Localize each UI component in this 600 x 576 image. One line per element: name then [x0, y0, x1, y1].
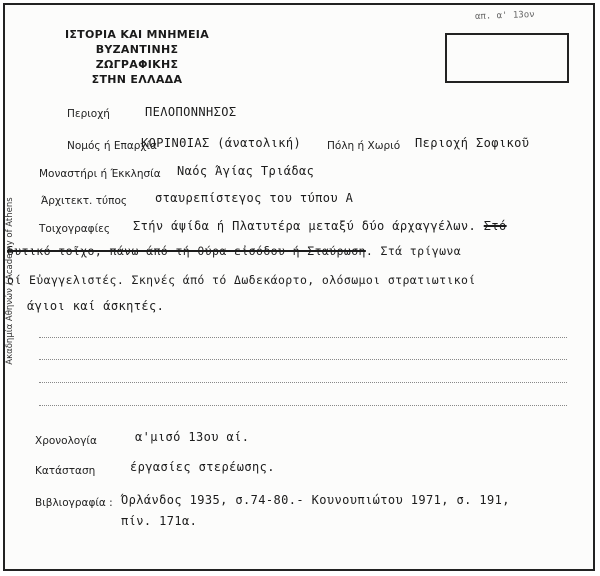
dating-value: α'μισό 13ου αί. [135, 430, 250, 444]
ruled-line [39, 359, 567, 360]
side-watermark-text: Ακαδημία Αθηνών / Academy of Athens [5, 197, 15, 365]
stamp-box [445, 33, 569, 83]
architecture-label: Άρχιτεκτ. τύπος [41, 195, 128, 207]
monastery-label: Μοναστήρι ή Έκκλησία [39, 168, 161, 180]
condition-value: έργασίες στερέωσης. [130, 460, 275, 474]
bibliography-label: Βιβλιογραφία : [35, 497, 113, 509]
frescoes-label: Τοιχογραφίες [39, 223, 110, 235]
bibliography-line-1: Όρλάνδος 1935, σ.74-80.- Κουνουπιώτου 1971, σ. 191, [121, 493, 510, 507]
header-line-1: ΙΣΤΟΡΙΑ ΚΑΙ ΜΝΗΜΕΙΑ [64, 28, 210, 41]
region-label: Περιοχή [67, 108, 110, 120]
card-header [57, 27, 217, 87]
frescoes-line-1-struck: Στό [483, 219, 507, 233]
ruled-line [39, 337, 567, 338]
region-value: ΠΕΛΟΠΟΝΝΗΣΟΣ [145, 105, 237, 119]
header-line-3: ΣΤΗΝ ΕΛΛΑΔΑ [91, 73, 183, 86]
frescoes-line-2-text: . Στά τρίγωνα [365, 244, 462, 258]
frescoes-line-2 [7, 244, 461, 258]
monastery-value: Ναός Άγίας Τριάδας [177, 164, 315, 178]
frescoes-line-4: άγιοι καί άσκητές. [27, 299, 165, 313]
index-card [3, 3, 595, 571]
frescoes-line-1-text: Στήν άψίδα ή Πλατυτέρα μεταξύ δύο άρχαγγέλων. [133, 219, 477, 233]
frescoes-line-3: οί Εὐαγγελιστές. Σκηνές άπό τό Δωδεκάορτο, ολόσωμοι στρατιωτικοί [7, 273, 476, 287]
architecture-value: σταυρεπίστεγος του τύπου Α [155, 191, 354, 205]
ruled-line [39, 382, 567, 383]
bibliography-line-2: πίν. 171α. [121, 514, 198, 528]
header-line-2: ΒΥΖΑΝΤΙΝΗΣ ΖΩΓΡΑΦΙΚΗΣ [95, 43, 179, 71]
condition-label: Κατάσταση [35, 465, 96, 477]
reference-note: απ. α' 13ον [474, 9, 535, 23]
dating-label: Χρονολογία [35, 435, 97, 447]
frescoes-line-2-struck: δυτικό τοῖχο, πάνω άπό τή θύρα εἰσόδου ή Σταύρωση [7, 244, 366, 258]
prefecture-label: Νομός ή Επαρχία [67, 140, 157, 152]
ruled-line [39, 405, 567, 406]
town-value: Περιοχή Σοφικοῦ [415, 136, 530, 150]
prefecture-value: ΚΟΡΙΝΘΙΑΣ (άνατολική) [141, 136, 302, 150]
frescoes-line-1 [133, 219, 507, 233]
town-label: Πόλη ή Χωριό [327, 140, 401, 152]
